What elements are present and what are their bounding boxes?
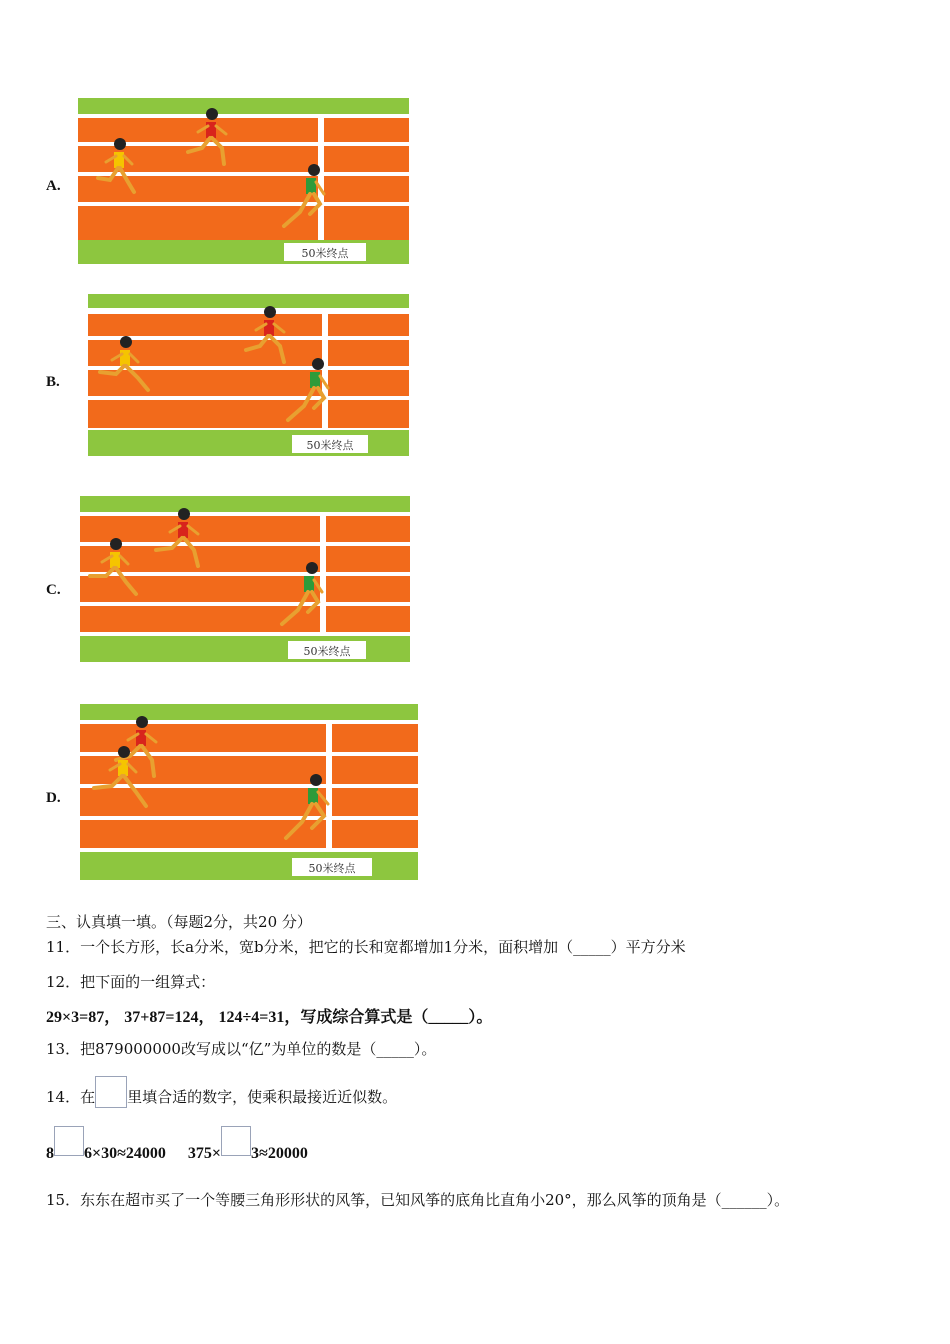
finish-label: 50米终点: [306, 439, 354, 452]
track-top-grass: [78, 98, 409, 114]
question-12-title: 12．把下面的一组算式：: [46, 973, 216, 991]
track-diagram-a: [78, 98, 409, 264]
question-13: 13．把879000000改写成以“亿”为单位的数是（_____）。: [46, 1040, 437, 1058]
question-12-expressions: 29×3=87， 37+87=124， 124÷4=31，写成综合算式是（_____）。: [46, 1009, 493, 1026]
q14-item-a-suffix: 6×30≈24000: [84, 1145, 166, 1162]
option-d-label: D.: [46, 790, 61, 806]
question-14: [46, 1076, 397, 1108]
answer-box-icon: [95, 1076, 127, 1108]
question-14-prefix: 14．在: [46, 1088, 96, 1106]
finish-label: 50米终点: [303, 645, 351, 658]
option-b-label: B.: [46, 374, 60, 390]
question-15: 15．东东在超市买了一个等腰三角形形状的风筝，已知风筝的底角比直角小20°，那么风筝的顶角是（______）。: [46, 1191, 790, 1209]
question-11: 11．一个长方形，长a分米，宽b分米，把它的长和宽都增加1分米，面积增加（_____）平方分米: [46, 938, 686, 956]
finish-label: 50米终点: [308, 862, 356, 875]
section-title: 三、认真填一填。（每题2分，共20 分）: [46, 913, 312, 931]
answer-box-b[interactable]: [221, 1126, 251, 1156]
q14-item-b-suffix: 3≈20000: [251, 1145, 308, 1162]
option-a-label: A.: [46, 178, 61, 194]
question-14-items: [46, 1126, 308, 1163]
answer-box-a[interactable]: [54, 1126, 84, 1156]
option-c-label: C.: [46, 582, 61, 598]
question-14-suffix: 里填合适的数字，使乘积最接近近似数。: [127, 1088, 398, 1106]
track-diagram-d: [80, 704, 418, 880]
track-diagram-b: [88, 294, 409, 456]
q14-item-a-prefix: 8: [46, 1145, 54, 1162]
q14-item-b-prefix: 375×: [187, 1145, 222, 1162]
track-diagram-c: [80, 496, 410, 662]
finish-label: 50米终点: [301, 247, 349, 260]
